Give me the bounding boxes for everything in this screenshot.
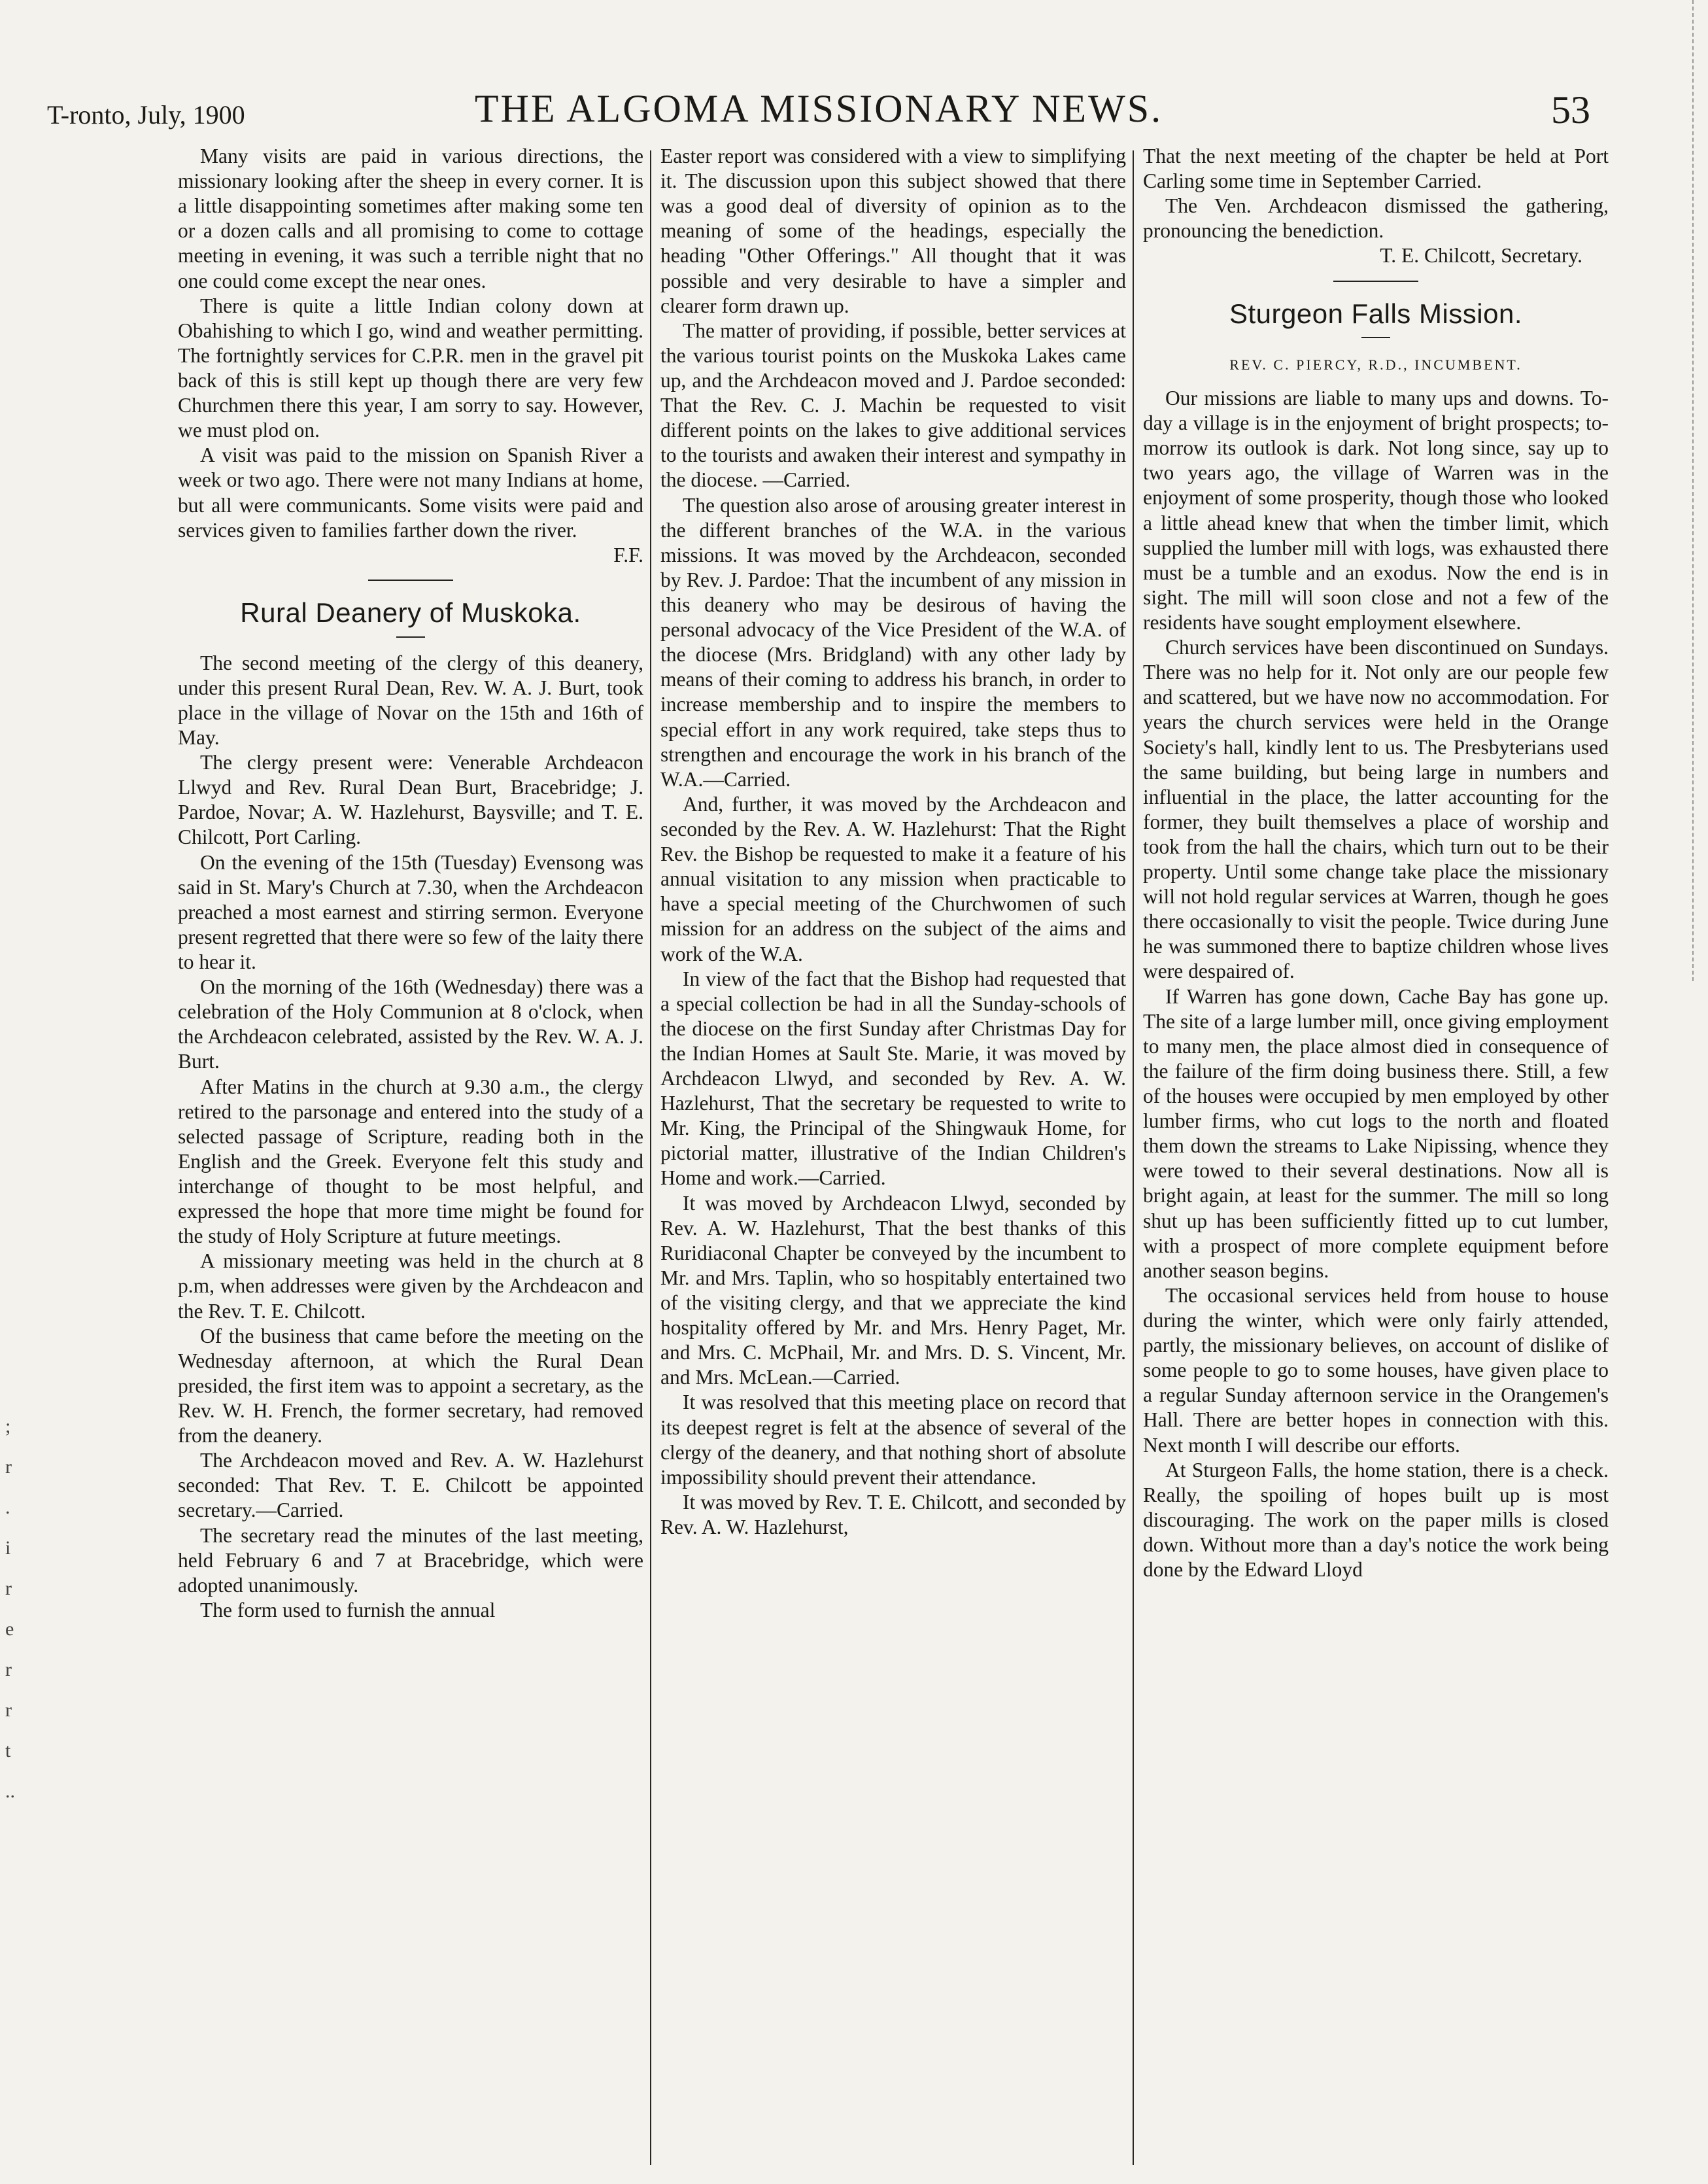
paragraph: Many visits are paid in various directions, the missionary looking after the sheep in every corner. It is a little disappointing sometimes after making some ten or a dozen calls and all promising to come to cottage meeting in evening, it was such a terrible night that no one could come except the near ones. (178, 145, 643, 292)
margin-mark: e (5, 1618, 14, 1640)
paragraph: The question also arose of arousing greater interest in the different branches of the W.A. in the various missions. It was moved by the Archdeacon, seconded by Rev. J. Pardoe: That the incumbent of any mission in this deanery who may be desirous of having the personal advocacy of the Vice President of the W.A. of the diocese (Mrs. Bridgland) with any other lady by means of their coming to address his branch, in order to increase membership and to inspire the members to special effort in any work required, take steps thus to strengthen and encourage the work in his branch of the W.A.—Carried. (660, 493, 1126, 791)
paragraph: A visit was paid to the mission on Spanish River a week or two ago. There were not many Indians at home, but all were communicants. Some visits were paid and services given to families farther down the river. (178, 443, 643, 542)
paragraph: On the evening of the 15th (Tuesday) Evensong was said in St. Mary's Church at 7.30, when the Archdeacon preached a most earnest and stirring sermon. Everyone present regretted that there were so few of the laity there to hear it. (178, 850, 643, 973)
page-edge (1692, 0, 1694, 981)
margin-mark: . (5, 1497, 10, 1518)
margin-mark: r (5, 1578, 12, 1599)
margin-mark: r (5, 1699, 12, 1721)
paragraph: The matter of providing, if possible, better services at the various tourist points on the Muskoka Lakes came up, and the Archdeacon moved and J. Pardoe seconded: That the Rev. C. J. Machin be requested to visit different points on the lakes to give additional services to the tourists and awaken their interest and sympathy in the diocese. —Carried. (660, 319, 1126, 492)
paragraph: It was resolved that this meeting place on record that its deepest regret is felt at the absence of several of the clergy of the deanery, and that nothing short of absolute impossibility should prevent their attendance. (660, 1391, 1126, 1489)
paragraph: In view of the fact that the Bishop had requested that a special collection be had in all the Sunday-schools of the diocese on the first Sunday after Christmas Day for the Indian Homes at Sault Ste. Marie, it was moved by Archdeacon Llwyd, and seconded by Rev. A. W. Hazlehurst, That the secretary be requested to write to Mr. King, the Principal of the Shingwauk Home, for pictorial matter, illustrative of the Indian Children's Home and work.—Carried. (660, 967, 1126, 1190)
margin-mark: t (5, 1740, 11, 1761)
margin-mark: .. (5, 1780, 15, 1802)
column-3 (1143, 144, 1609, 2145)
column-1 (178, 144, 643, 2145)
paragraph: A missionary meeting was held in the church at 8 p.m, when addresses were given by the Archdeacon and the Rev. T. E. Chilcott. (178, 1249, 643, 1323)
dateline: T-ronto, July, 1900 (47, 100, 245, 130)
paragraph: After Matins in the church at 9.30 a.m., the clergy retired to the parsonage and entered into the study of a selected passage of Scripture, reading both in the English and the Greek. Everyone felt this study and interchange of thought to be most helpful, and expressed the hope that more time might be found for the study of Holy Scripture at future meetings. (178, 1075, 643, 1248)
paragraph: There is quite a little Indian colony down at Obahishing to which I go, wind and weather permitting. The fortnightly services for C.P.R. men in the gravel pit back of this is still kept up though there are very few Churchmen there this year, I am sorry to say. However, we must plod on. (178, 294, 643, 442)
heading-dash (1361, 337, 1390, 338)
paragraph: At Sturgeon Falls, the home station, there is a check. Really, the spoiling of hopes built up is most discouraging. The work on the paper mills is closed down. Without more than a day's notice the work being done by the Edward Lloyd (1143, 1458, 1609, 1582)
page-number: 53 (1551, 88, 1590, 131)
paragraph: The Ven. Archdeacon dismissed the gathering, pronouncing the benediction. (1143, 194, 1609, 243)
paragraph: Church services have been discontinued on Sundays. There was no help for it. Not only are our people few and scattered, but we have now no accommodation. For years the church services were held in the Orange Society's hall, kindly lent to us. The Presbyterians used the same building, but being large in numbers and influential in the place, the latter accounting for the former, they built themselves a place of worship and took from the hall the chairs, which turn out to be their property. Until some change take place the missionary will not hold regular services at Warren, though he goes there occasionally to visit the people. Twice during June he was summoned there to baptize children whose lives were despaired of. (1143, 636, 1609, 983)
margin-mark: r (5, 1659, 12, 1680)
paragraph: Easter report was considered with a view to simplifying it. The discussion upon this subject showed that there was a good deal of diversity of opinion as to the meaning of some of the headings, especially the heading "Other Offerings." All thought that it was possible and very desirable to have a simpler and clearer form drawn up. (660, 145, 1126, 317)
paragraph: It was moved by Rev. T. E. Chilcott, and seconded by Rev. A. W. Hazlehurst, (660, 1490, 1126, 1539)
paragraph: On the morning of the 16th (Wednesday) there was a celebration of the Holy Communion at 8 o'clock, when the Archdeacon celebrated, assisted by the Rev. W. A. J. Burt. (178, 975, 643, 1073)
section-heading: Rural Deanery of Muskoka. (240, 597, 581, 628)
heading-dash (396, 636, 425, 638)
paragraph: The second meeting of the clergy of this deanery, under this present Rural Dean, Rev. W. A. J. Burt, took place in the village of Novar on the 15th and 16th of May. (178, 651, 643, 749)
paragraph: The Archdeacon moved and Rev. A. W. Hazlehurst seconded: That Rev. T. E. Chilcott be appointed secretary.—Carried. (178, 1449, 643, 1522)
margin-mark: ; (5, 1415, 11, 1437)
byline: REV. C. PIERCY, R.D., INCUMBENT. (1229, 356, 1522, 373)
column-rule (1133, 150, 1134, 2165)
column-2 (660, 144, 1126, 2145)
margin-mark: i (5, 1537, 11, 1559)
column-rule (650, 150, 651, 2165)
masthead-title: THE ALGOMA MISSIONARY NEWS. (474, 87, 1163, 130)
signature: T. E. Chilcott, Secretary. (1380, 244, 1582, 268)
paragraph: The clergy present were: Venerable Archdeacon Llwyd and Rev. Rural Dean Burt, Bracebridge; J. Pardoe, Novar; A. W. Hazlehurst, Baysville; and T. E. Chilcott, Port Carling. (178, 751, 643, 849)
paragraph: If Warren has gone down, Cache Bay has gone up. The site of a large lumber mill, once giving employment to many men, the place almost died in consequence of the failure of the firm doing business there. Still, a few of the houses were occupied by men employed by other lumber firms, who cut logs to the north and floated them down the streams to Lake Nipissing, whence they were towed to their several destinations. Now all is bright again, at least for the summer. The mill so long shut up has been sufficiently fitted up to cut lumber, with a prospect of more complete equipment before another season begins. (1143, 984, 1609, 1282)
margin-marks (5, 1406, 31, 1812)
margin-mark: r (5, 1456, 12, 1478)
section-separator (1333, 281, 1418, 282)
paragraph: It was moved by Archdeacon Llwyd, seconded by Rev. A. W. Hazlehurst, That the best thanks of this Ruridiaconal Chapter be conveyed by the incumbent to Mr. and Mrs. Taplin, who so hospitably entertained two of the visiting clergy, and that we appreciate the kind hospitality offered by Mr. and Mrs. Henry Paget, Mr. and Mrs. C. McPhail, Mr. and Mrs. D. S. Vincent, Mr. and Mrs. McLean.—Carried. (660, 1191, 1126, 1389)
paragraph: The occasional services held from house to house during the winter, which were only fairly attended, partly, the missionary believes, on account of dislike of some people to go to some houses, have given place to a regular Sunday afternoon service in the Orangemen's Hall. There are better hopes in connection with this. Next month I will describe our efforts. (1143, 1283, 1609, 1457)
signature: F.F. (613, 543, 643, 566)
section-heading: Sturgeon Falls Mission. (1229, 298, 1522, 329)
paragraph: The secretary read the minutes of the last meeting, held February 6 and 7 at Bracebridge, which were adopted unanimously. (178, 1523, 643, 1597)
section-separator (368, 580, 453, 581)
paragraph: The form used to furnish the annual (200, 1598, 496, 1621)
paragraph: Of the business that came before the meeting on the Wednesday afternoon, at which the Rural Dean presided, the first item was to appoint a secretary, as the Rev. W. H. French, the former secretary, had removed from the deanery. (178, 1324, 643, 1447)
paragraph: That the next meeting of the chapter be held at Port Carling some time in September Carried. (1143, 145, 1609, 193)
paragraph: Our missions are liable to many ups and downs. To-day a village is in the enjoyment of bright prospects; to-morrow its outlook is dark. Not long since, say up to two years ago, the village of Warren was in the enjoyment of some prosperity, though those who looked a little ahead knew that when the timber limit, which supplied the lumber mill with logs, was exhausted there must be a tumble and an exodus. Now the end is in sight. The mill will soon close and not a few of the residents have sought employment elsewhere. (1143, 386, 1609, 634)
paragraph: And, further, it was moved by the Archdeacon and seconded by the Rev. A. W. Hazlehurst: That the Right Rev. the Bishop be requested to make it a feature of his annual visitation to any mission when practicable to have a special meeting of the Churchwomen of such mission for an address on the subject of the aims and work of the W.A. (660, 792, 1126, 965)
page-header (47, 77, 1590, 149)
